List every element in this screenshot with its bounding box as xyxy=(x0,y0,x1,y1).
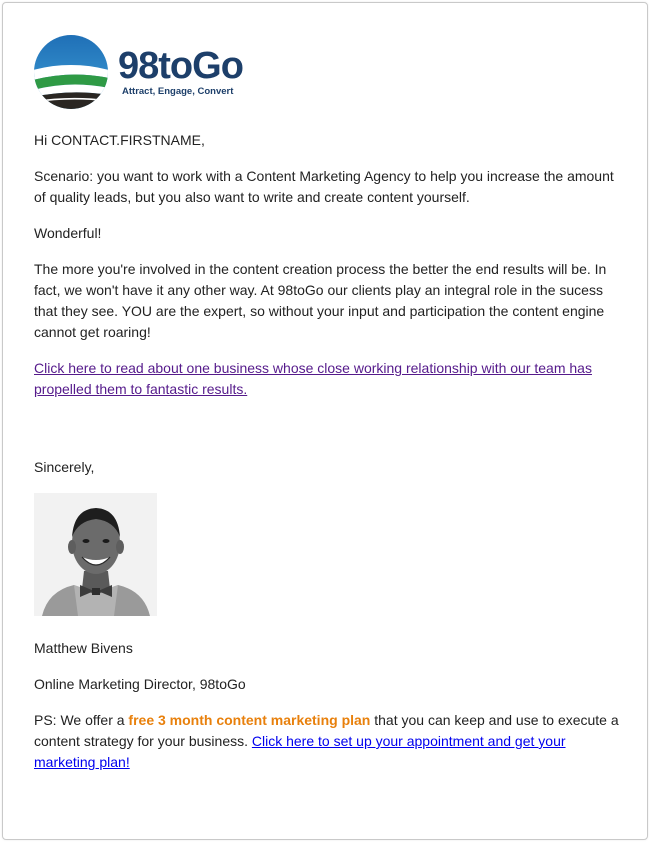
email-frame xyxy=(2,2,648,840)
ps-prefix: PS: We offer a xyxy=(34,712,129,728)
ps-middle: that you can keep and use to execute a content strategy for your business. xyxy=(34,712,619,749)
paragraph-involvement: The more you're involved in the content creation process the better the end results will be. In fact, we won't have it any other way. At 98toGo our clients play an integral role in the sucess that they see. YOU are the expert, so without your input and participation the content engine cannot get roaring! xyxy=(34,261,607,340)
case-study-paragraph xyxy=(34,358,619,400)
email-body xyxy=(34,130,619,788)
ps-offer-highlight: free 3 month content marketing plan xyxy=(128,712,371,728)
greeting: Hi CONTACT.FIRSTNAME, xyxy=(34,132,205,148)
company-logo xyxy=(33,34,248,110)
appointment-link[interactable]: Click here to set up your appointment and get your marketing plan! xyxy=(34,733,566,770)
case-study-link[interactable]: Click here to read about one business whose close working relationship with our team has propelled them to fantastic results. xyxy=(34,360,592,397)
ps-paragraph xyxy=(34,710,619,773)
logo-globe-icon xyxy=(33,34,109,110)
sender-name: Matthew Bivens xyxy=(34,640,133,656)
paragraph-wonderful: Wonderful! xyxy=(34,225,102,241)
spacer xyxy=(34,415,619,457)
paragraph-scenario: Scenario: you want to work with a Content Marketing Agency to help you increase the amount of quality leads, but you also want to write and create content yourself. xyxy=(34,168,614,205)
sender-photo xyxy=(34,493,157,616)
logo-tagline: Attract, Engage, Convert xyxy=(122,86,234,97)
logo-wordmark: 98toGo xyxy=(118,45,243,87)
signoff: Sincerely, xyxy=(34,459,95,475)
sender-title: Online Marketing Director, 98toGo xyxy=(34,676,246,692)
